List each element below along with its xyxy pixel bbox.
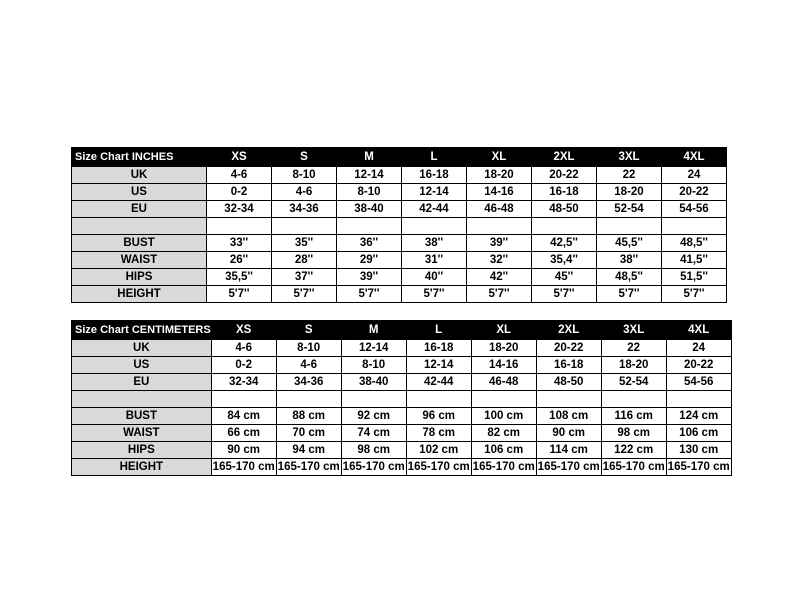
table-cell: 116 cm <box>601 408 666 425</box>
table-row <box>72 340 732 357</box>
table-cell: 106 cm <box>666 425 731 442</box>
table-cell: 88 cm <box>276 408 341 425</box>
table-cell: 18-20 <box>467 167 532 184</box>
row-label: BUST <box>72 235 207 252</box>
table-cell: 16-18 <box>406 340 471 357</box>
table-cell: 33'' <box>207 235 272 252</box>
table-row <box>72 167 727 184</box>
table-cell: 90 cm <box>211 442 276 459</box>
table-cell: 52-54 <box>601 374 666 391</box>
table-cell: 92 cm <box>341 408 406 425</box>
table-row <box>72 357 732 374</box>
table-cell: 26'' <box>207 252 272 269</box>
table-cell: 18-20 <box>601 357 666 374</box>
table-cell: 74 cm <box>341 425 406 442</box>
row-label: HEIGHT <box>72 286 207 303</box>
table-cell: 165-170 cm <box>666 459 731 476</box>
table-cell: 36'' <box>337 235 402 252</box>
table-cell: 96 cm <box>406 408 471 425</box>
table-cell: 32'' <box>467 252 532 269</box>
table-cell: 38-40 <box>341 374 406 391</box>
table-title: Size Chart CENTIMETERS <box>72 321 212 340</box>
table-cell <box>272 218 337 235</box>
header-row <box>72 148 727 167</box>
size-header: S <box>276 321 341 340</box>
table-cell <box>207 218 272 235</box>
table-cell: 8-10 <box>341 357 406 374</box>
table-row <box>72 374 732 391</box>
table-cell: 4-6 <box>276 357 341 374</box>
table-cell: 35,4'' <box>532 252 597 269</box>
table-cell: 8-10 <box>272 167 337 184</box>
table-cell <box>532 218 597 235</box>
table-cell: 29'' <box>337 252 402 269</box>
table-cell: 24 <box>662 167 727 184</box>
table-cell: 14-16 <box>471 357 536 374</box>
table-cell: 42'' <box>467 269 532 286</box>
table-cell: 42,5'' <box>532 235 597 252</box>
table-cell: 0-2 <box>211 357 276 374</box>
table-row <box>72 269 727 286</box>
table-cell: 66 cm <box>211 425 276 442</box>
table-cell: 12-14 <box>402 184 467 201</box>
table-cell: 4-6 <box>272 184 337 201</box>
table-cell: 90 cm <box>536 425 601 442</box>
row-label: UK <box>72 167 207 184</box>
size-header: M <box>341 321 406 340</box>
table-cell: 165-170 cm <box>341 459 406 476</box>
table-cell: 38'' <box>597 252 662 269</box>
table-cell: 16-18 <box>536 357 601 374</box>
table-cell <box>597 218 662 235</box>
table-cell: 5'7'' <box>597 286 662 303</box>
table-cell: 8-10 <box>337 184 402 201</box>
table-cell: 106 cm <box>471 442 536 459</box>
row-label <box>72 218 207 235</box>
table-cell: 39'' <box>337 269 402 286</box>
table-cell: 48-50 <box>532 201 597 218</box>
table-cell: 22 <box>597 167 662 184</box>
table-cell <box>337 218 402 235</box>
table-cell: 165-170 cm <box>211 459 276 476</box>
table-cell: 82 cm <box>471 425 536 442</box>
table-cell: 52-54 <box>597 201 662 218</box>
table-cell: 46-48 <box>467 201 532 218</box>
size-header: S <box>272 148 337 167</box>
table-cell: 41,5'' <box>662 252 727 269</box>
table-cell: 4-6 <box>211 340 276 357</box>
table-row <box>72 286 727 303</box>
table-cell: 22 <box>601 340 666 357</box>
table-cell: 20-22 <box>662 184 727 201</box>
table-cell: 31'' <box>402 252 467 269</box>
table-row <box>72 201 727 218</box>
row-label: HIPS <box>72 442 212 459</box>
table-cell: 45,5'' <box>597 235 662 252</box>
row-label: WAIST <box>72 425 212 442</box>
size-header: 3XL <box>601 321 666 340</box>
table-cell: 122 cm <box>601 442 666 459</box>
table-row <box>72 184 727 201</box>
table-cell: 51,5'' <box>662 269 727 286</box>
table-cell: 98 cm <box>341 442 406 459</box>
size-header: M <box>337 148 402 167</box>
table-cell: 165-170 cm <box>601 459 666 476</box>
table-cell: 35'' <box>272 235 337 252</box>
table-cell <box>276 391 341 408</box>
table-cell: 165-170 cm <box>536 459 601 476</box>
table-cell: 12-14 <box>337 167 402 184</box>
size-header: 4XL <box>662 148 727 167</box>
table-cell: 48,5'' <box>662 235 727 252</box>
table-cell: 45'' <box>532 269 597 286</box>
table-row <box>72 408 732 425</box>
table-cell: 28'' <box>272 252 337 269</box>
table-row <box>72 391 732 408</box>
table-cell: 32-34 <box>211 374 276 391</box>
table-cell: 34-36 <box>276 374 341 391</box>
table-cell: 124 cm <box>666 408 731 425</box>
size-header: XL <box>467 148 532 167</box>
table-row <box>72 459 732 476</box>
table-cell: 42-44 <box>402 201 467 218</box>
size-header: 3XL <box>597 148 662 167</box>
table-row <box>72 235 727 252</box>
table-cell: 130 cm <box>666 442 731 459</box>
table-cell: 5'7'' <box>272 286 337 303</box>
table-cell: 20-22 <box>536 340 601 357</box>
size-chart-centimeters-table <box>71 320 732 476</box>
table-cell: 94 cm <box>276 442 341 459</box>
table-cell: 48,5'' <box>597 269 662 286</box>
table-row <box>72 252 727 269</box>
table-cell: 16-18 <box>532 184 597 201</box>
table-cell <box>471 391 536 408</box>
table-cell: 34-36 <box>272 201 337 218</box>
table-cell: 54-56 <box>666 374 731 391</box>
table-cell <box>536 391 601 408</box>
table-cell: 98 cm <box>601 425 666 442</box>
row-label: HIPS <box>72 269 207 286</box>
table-title: Size Chart INCHES <box>72 148 207 167</box>
table-row <box>72 218 727 235</box>
table-cell: 4-6 <box>207 167 272 184</box>
table-cell <box>666 391 731 408</box>
table-cell: 8-10 <box>276 340 341 357</box>
table-cell: 48-50 <box>536 374 601 391</box>
table-cell: 100 cm <box>471 408 536 425</box>
size-header: L <box>402 148 467 167</box>
table-cell: 37'' <box>272 269 337 286</box>
table-cell: 84 cm <box>211 408 276 425</box>
table-cell: 5'7'' <box>467 286 532 303</box>
size-header: XL <box>471 321 536 340</box>
row-label: WAIST <box>72 252 207 269</box>
row-label: BUST <box>72 408 212 425</box>
table-cell: 5'7'' <box>207 286 272 303</box>
table-cell: 70 cm <box>276 425 341 442</box>
table-cell: 20-22 <box>666 357 731 374</box>
table-cell: 18-20 <box>597 184 662 201</box>
table-cell: 5'7'' <box>532 286 597 303</box>
size-header: 2XL <box>536 321 601 340</box>
row-label: HEIGHT <box>72 459 212 476</box>
table-cell <box>662 218 727 235</box>
size-header: 2XL <box>532 148 597 167</box>
table-cell: 42-44 <box>406 374 471 391</box>
table-cell: 46-48 <box>471 374 536 391</box>
table-row <box>72 442 732 459</box>
table-cell: 54-56 <box>662 201 727 218</box>
row-label: EU <box>72 201 207 218</box>
size-header: XS <box>211 321 276 340</box>
table-cell: 5'7'' <box>662 286 727 303</box>
table-cell <box>211 391 276 408</box>
table-cell: 12-14 <box>406 357 471 374</box>
table-cell: 32-34 <box>207 201 272 218</box>
table-cell: 78 cm <box>406 425 471 442</box>
table-cell: 114 cm <box>536 442 601 459</box>
table-cell: 14-16 <box>467 184 532 201</box>
table-cell: 18-20 <box>471 340 536 357</box>
table-cell <box>406 391 471 408</box>
size-header: XS <box>207 148 272 167</box>
table-row <box>72 425 732 442</box>
table-cell: 5'7'' <box>337 286 402 303</box>
table-cell: 102 cm <box>406 442 471 459</box>
table-cell: 20-22 <box>532 167 597 184</box>
row-label: UK <box>72 340 212 357</box>
table-cell: 165-170 cm <box>406 459 471 476</box>
size-header: 4XL <box>666 321 731 340</box>
table-cell <box>402 218 467 235</box>
table-cell: 16-18 <box>402 167 467 184</box>
table-cell: 165-170 cm <box>276 459 341 476</box>
table-cell: 5'7'' <box>402 286 467 303</box>
table-cell: 40'' <box>402 269 467 286</box>
table-cell: 39'' <box>467 235 532 252</box>
table-cell: 165-170 cm <box>471 459 536 476</box>
table-cell <box>341 391 406 408</box>
size-chart-inches-table <box>71 147 727 303</box>
table-cell: 24 <box>666 340 731 357</box>
table-cell <box>601 391 666 408</box>
row-label: EU <box>72 374 212 391</box>
table-cell: 12-14 <box>341 340 406 357</box>
table-cell: 0-2 <box>207 184 272 201</box>
table-cell: 38'' <box>402 235 467 252</box>
header-row <box>72 321 732 340</box>
size-header: L <box>406 321 471 340</box>
table-cell: 38-40 <box>337 201 402 218</box>
row-label <box>72 391 212 408</box>
row-label: US <box>72 357 212 374</box>
table-cell: 108 cm <box>536 408 601 425</box>
table-cell <box>467 218 532 235</box>
row-label: US <box>72 184 207 201</box>
table-cell: 35,5'' <box>207 269 272 286</box>
